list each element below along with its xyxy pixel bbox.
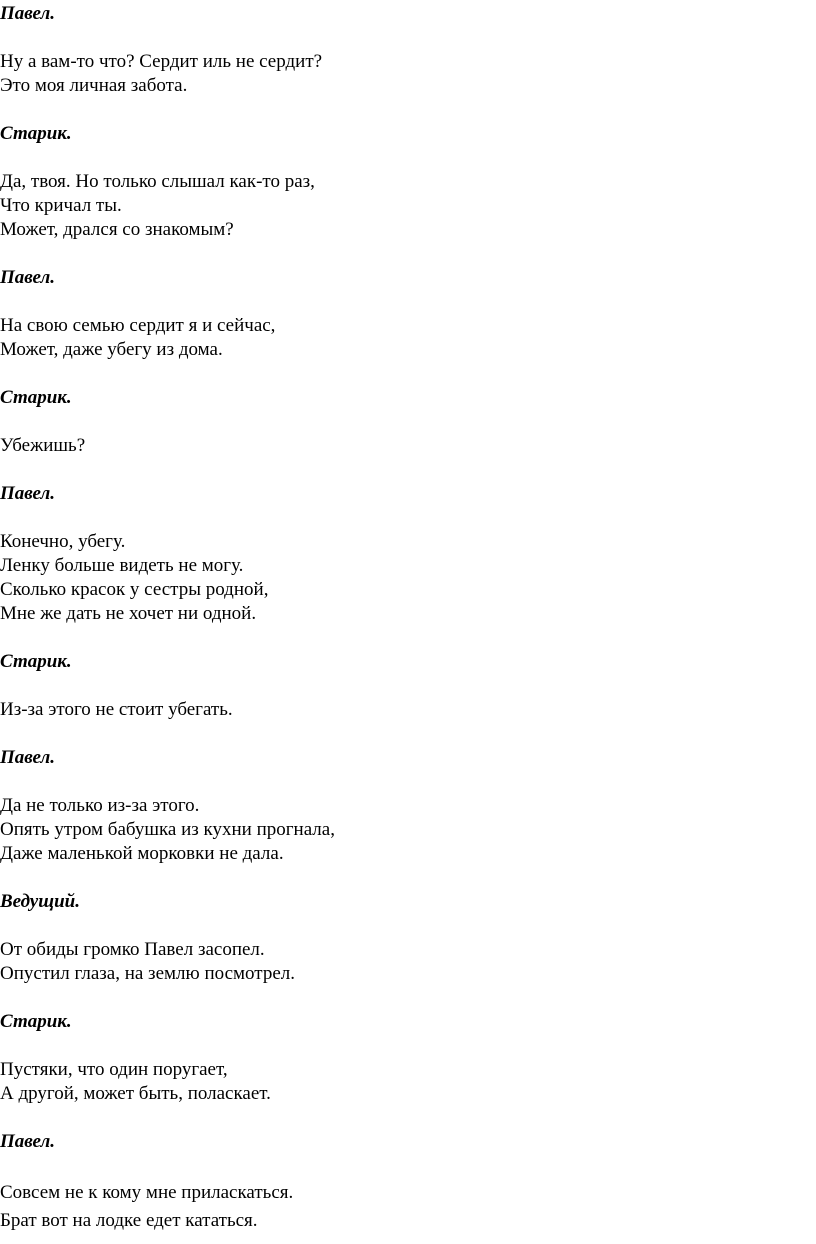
speech-line: Это моя личная забота. <box>0 75 188 96</box>
speech-line: Да, твоя. Но только слышал как-то раз, <box>0 171 315 192</box>
speech-line: Опять утром бабушка из кухни прогнала, <box>0 819 335 840</box>
speaker-name: Павел. <box>0 3 55 24</box>
speech-block <box>0 794 335 866</box>
speech-line: Брат вот на лодке едет кататься. <box>0 1210 258 1231</box>
speech-line: Может, даже убегу из дома. <box>0 339 223 360</box>
speaker-name: Павел. <box>0 747 55 768</box>
speaker-name: Старик. <box>0 1011 72 1032</box>
speech-line: Из-за этого не стоит убегать. <box>0 699 233 720</box>
speech-line: Убежишь? <box>0 435 86 456</box>
speech-line: Пустяки, что один поругает, <box>0 1059 228 1080</box>
speech-line: Мне же дать не хочет ни одной. <box>0 603 257 624</box>
speech-line: А другой, может быть, поласкает. <box>0 1083 271 1104</box>
speech-line: Да не только из-за этого. <box>0 795 200 816</box>
speech-line: Что кричал ты. <box>0 195 122 216</box>
speech-block <box>0 938 295 986</box>
speech-block <box>0 50 322 98</box>
speech-line: Ленку больше видеть не могу. <box>0 555 244 576</box>
speaker-name: Старик. <box>0 387 72 408</box>
speech-block <box>0 170 315 242</box>
speaker-name: Павел. <box>0 483 55 504</box>
speech-block <box>0 434 85 458</box>
speech-block <box>0 530 268 626</box>
speaker-name: Павел. <box>0 267 55 288</box>
speaker-name: Ведущий. <box>0 891 80 912</box>
speaker-name: Старик. <box>0 123 72 144</box>
speech-block <box>0 314 275 362</box>
speaker-name: Старик. <box>0 651 72 672</box>
speech-line: Ну а вам-то что? Сердит иль не сердит? <box>0 51 323 72</box>
speech-line: Сколько красок у сестры родной, <box>0 579 269 600</box>
speech-line: Может, дрался со знакомым? <box>0 219 234 240</box>
speech-line: На свою семью сердит я и сейчас, <box>0 315 276 336</box>
speech-line: Опустил глаза, на землю посмотрел. <box>0 963 295 984</box>
speech-line: Конечно, убегу. <box>0 531 126 552</box>
speech-block <box>0 1178 293 1234</box>
speech-line: Совсем не к кому мне приласкаться. <box>0 1182 294 1203</box>
speech-line: От обиды громко Павел засопел. <box>0 939 265 960</box>
speech-line: Даже маленькой морковки не дала. <box>0 843 284 864</box>
speaker-name: Павел. <box>0 1131 55 1152</box>
speech-block <box>0 1058 271 1106</box>
speech-block <box>0 698 233 722</box>
